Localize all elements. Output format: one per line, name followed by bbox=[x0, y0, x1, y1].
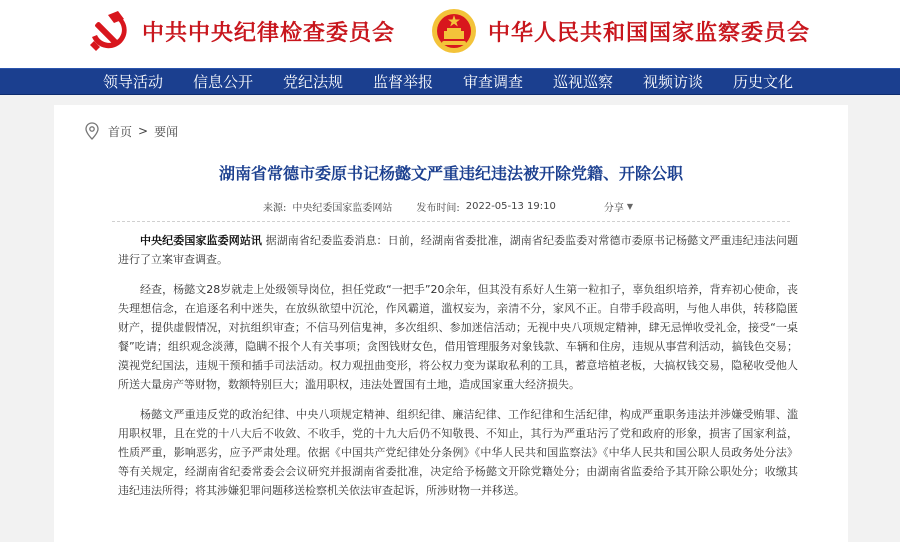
nav-item-investigation[interactable]: 审查调查 bbox=[463, 73, 524, 91]
party-emblem-icon bbox=[84, 7, 132, 55]
location-pin-icon bbox=[84, 122, 100, 140]
source-value: 中央纪委国家监委网站 bbox=[292, 202, 393, 214]
share-button[interactable] bbox=[604, 199, 633, 214]
national-emblem-icon bbox=[430, 7, 478, 55]
nav-item-leadership[interactable]: 领导活动 bbox=[103, 73, 164, 91]
divider bbox=[112, 221, 790, 222]
nav-item-inspection[interactable]: 巡视巡察 bbox=[553, 73, 614, 91]
nsc-logo-link[interactable] bbox=[430, 6, 810, 56]
nav-item-report[interactable]: 监督举报 bbox=[373, 73, 434, 91]
published-value: 2022-05-13 19:10 bbox=[465, 200, 556, 212]
nav-item-video[interactable]: 视频访谈 bbox=[643, 73, 704, 91]
caret-down-icon: ▼ bbox=[626, 201, 634, 211]
source-label: 来源: bbox=[263, 202, 287, 214]
article-body bbox=[118, 231, 798, 511]
article-title: 湖南省常德市委原书记杨懿文严重违纪违法被开除党籍、开除公职 bbox=[218, 164, 683, 183]
article-card bbox=[54, 105, 848, 542]
lead-source: 中央纪委国家监委网站讯 bbox=[140, 234, 263, 247]
nav-item-regulations[interactable]: 党纪法规 bbox=[283, 73, 344, 91]
nav-item-history[interactable]: 历史文化 bbox=[733, 73, 794, 91]
paragraph-3: 杨懿文严重违反党的政治纪律、中央八项规定精神、组织纪律、廉洁纪律、工作纪律和生活纪律，构成严重职务违法并涉嫌受贿罪、滥用职权罪，且在党的十八大后不收敛、不收手，党的十九大后仍不知敬畏、不知止，其行为严重玷污了党和政府的形象，损害了国家利益，性质严重，影响恶劣，应予严肃处理。依据《中国共产党纪律处分条例》《中华人民共和国监察法》《中华人民共和国公职人员政务处分法》等有关规定，经湖南省纪委常委会会议研究并报湖南省委批准，决定给予杨懿文开除党籍处分；由湖南省监委给予其开除公职处分；收缴其违纪违法所得；将其涉嫌犯罪问题移送检察机关依法审查起诉，所涉财物一并移送。 bbox=[118, 408, 798, 497]
article-meta bbox=[263, 197, 633, 215]
published-label: 发布时间: bbox=[416, 202, 460, 214]
paragraph-2: 经查，杨懿文28岁就走上处级领导岗位，担任党政“一把手”20余年，但其没有系好人生第一粒扣子，辜负组织培养，背弃初心使命，丧失理想信念，在追逐名利中迷失，在放纵欲望中沉沦，作风霸道，滥权妄为，亲清不分，家风不正。自带手段高明，与他人串供，转移隐匿财产，提供虚假情况，对抗组织审查；不信马列信鬼神，多次组织、参加迷信活动；无视中央八项规定精神，肆无忌惮收受礼金，接受“一桌餐”吃请；组织观念淡薄，隐瞒不报个人有关事项；贪图钱财女色，借用管理服务对象钱款、车辆和住房，违规从事营利活动，搞钱色交易；漠视党纪国法，违规干预和插手司法活动。权力观扭曲变形，将公权力变为谋取私利的工具，蓄意培植老板，大搞权钱交易，隐秘收受他人所送大量房产等财物，数额特别巨大；滥用职权，违法处置国有土地，造成国家重大经济损失。 bbox=[118, 283, 798, 391]
breadcrumb bbox=[84, 121, 178, 141]
ccdi-name: 中共中央纪律检查委员会 bbox=[142, 19, 396, 46]
paragraph-1-text: 据湖南省纪委监委消息：日前，经湖南省委批准，湖南省纪委监委对常德市委原书记杨懿文严重违纪违法问题进行了立案审查调查。 bbox=[118, 234, 799, 266]
site-header bbox=[0, 0, 900, 68]
nsc-name: 中华人民共和国国家监察委员会 bbox=[488, 19, 811, 46]
main-nav bbox=[0, 68, 900, 95]
breadcrumb-separator: > bbox=[138, 124, 149, 138]
breadcrumb-home[interactable]: 首页 bbox=[108, 124, 133, 139]
nav-item-info[interactable]: 信息公开 bbox=[193, 73, 254, 91]
ccdi-logo-link[interactable] bbox=[84, 6, 395, 56]
paragraph-1 bbox=[118, 231, 798, 269]
share-label: 分享 bbox=[603, 202, 624, 214]
breadcrumb-section[interactable]: 要闻 bbox=[154, 124, 179, 139]
